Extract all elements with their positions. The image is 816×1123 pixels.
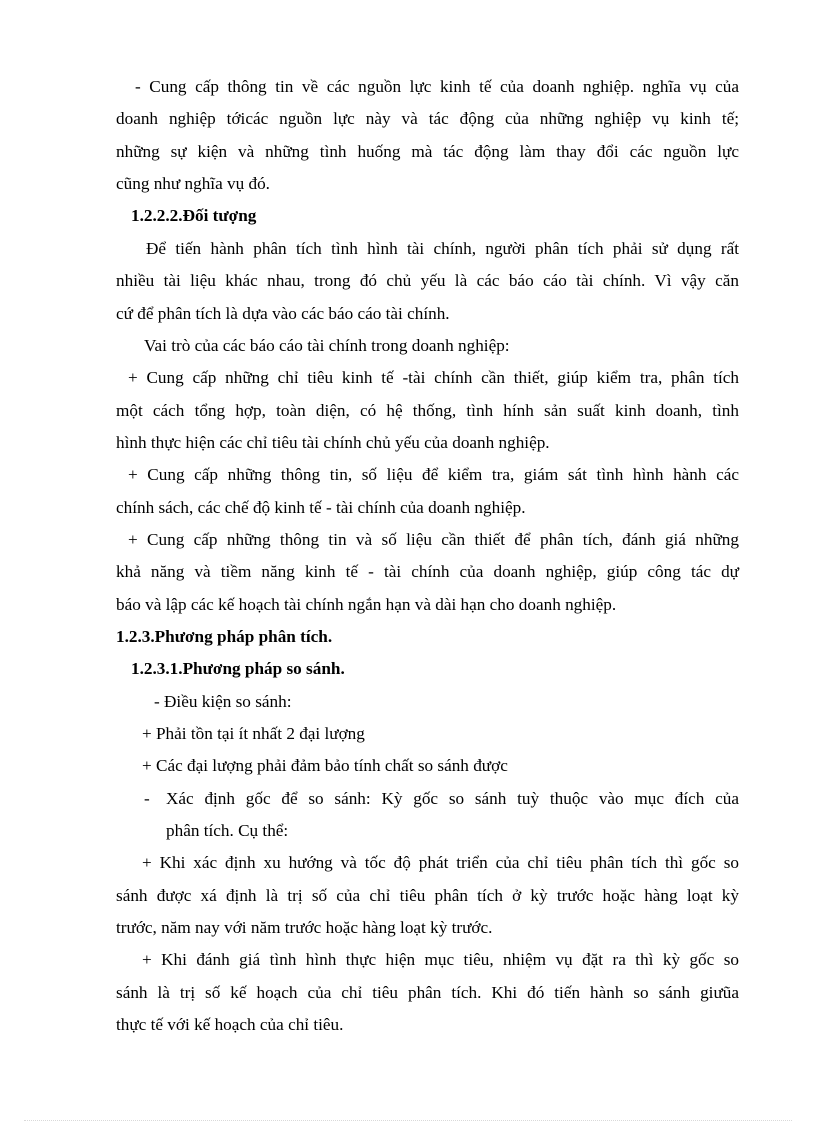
paragraph-line: cứ để phân tích là dựa vào các báo cáo tài chính.	[116, 304, 450, 323]
subsection-heading: 1.2.3.1.Phương pháp so sánh.	[131, 659, 345, 678]
paragraph-line: trước, năm nay với năm trước hoặc hàng loạt kỳ trước.	[116, 918, 493, 937]
section-heading: 1.2.2.2.Đối tượng	[131, 206, 257, 225]
bullet-line: + Khi đánh giá tình hình thực hiện mục tiêu, nhiệm vụ đặt ra thì kỳ gốc so	[142, 950, 739, 969]
bullet-line: + Cung cấp những thông tin và số liệu cần thiết để phân tích, đánh giá những	[128, 530, 739, 549]
list-item: + Phải tồn tại ít nhất 2 đại lượng	[142, 724, 365, 743]
paragraph-line: doanh nghiệp tớicác nguồn lực này và tác động của những nghiệp vụ kinh tế;	[116, 109, 739, 128]
paragraph-line: sánh được xá định là trị số của chỉ tiêu phân tích ở kỳ trước hoặc hàng loạt kỳ	[116, 886, 739, 905]
bullet-line: + Khi xác định xu hướng và tốc độ phát triển của chỉ tiêu phân tích thì gốc so	[142, 853, 739, 872]
paragraph-line: khả năng và tiềm năng kinh tế - tài chính của doanh nghiệp, giúp công tác dự	[116, 562, 739, 581]
paragraph-line: thực tế với kế hoạch của chỉ tiêu.	[116, 1015, 344, 1034]
page-bottom-rule	[24, 1120, 792, 1121]
paragraph-line: hình thực hiện các chỉ tiêu tài chính chủ yếu của doanh nghiệp.	[116, 433, 550, 452]
list-item: Xác định gốc để so sánh: Kỳ gốc so sánh tuỳ thuộc vào mục đích của	[166, 789, 739, 808]
paragraph-line: cũng như nghĩa vụ đó.	[116, 174, 270, 193]
paragraph-line: Vai trò của các báo cáo tài chính trong doanh nghiệp:	[144, 336, 510, 355]
bullet-line: + Cung cấp những chỉ tiêu kinh tế -tài chính cần thiết, giúp kiểm tra, phân tích	[128, 368, 739, 387]
paragraph-line: báo và lập các kế hoạch tài chính ngắn hạn và dài hạn cho doanh nghiệp.	[116, 595, 617, 614]
list-item: + Các đại lượng phải đảm bảo tính chất so sánh được	[142, 756, 508, 775]
bullet-line: + Cung cấp những thông tin, số liệu để kiểm tra, giám sát tình hình hành các	[128, 465, 739, 484]
paragraph-line: Để tiến hành phân tích tình hình tài chính, người phân tích phải sử dụng rất	[146, 239, 739, 258]
paragraph-line: nhiều tài liệu khác nhau, trong đó chủ yếu là các báo cáo tài chính. Vì vậy căn	[116, 271, 739, 290]
paragraph-line: sánh là trị số kế hoạch của chỉ tiêu phân tích. Khi đó tiến hành so sánh giưũa	[116, 983, 739, 1002]
list-dash: -	[144, 789, 150, 808]
paragraph-line: - Cung cấp thông tin về các nguồn lực kinh tế của doanh nghiệp. nghĩa vụ của	[135, 77, 739, 96]
list-item-continued: phân tích. Cụ thể:	[166, 821, 289, 840]
paragraph-line: những sự kiện và những tình huống mà tác động làm thay đổi các nguồn lực	[116, 142, 739, 161]
paragraph-line: một cách tổng hợp, toàn diện, có hệ thống, tình hính sản suất kinh doanh, tình	[116, 401, 739, 420]
list-item: - Điều kiện so sánh:	[154, 692, 292, 711]
paragraph-line: chính sách, các chế độ kinh tế - tài chính của doanh nghiệp.	[116, 498, 526, 517]
section-heading: 1.2.3.Phương pháp phân tích.	[116, 627, 333, 646]
